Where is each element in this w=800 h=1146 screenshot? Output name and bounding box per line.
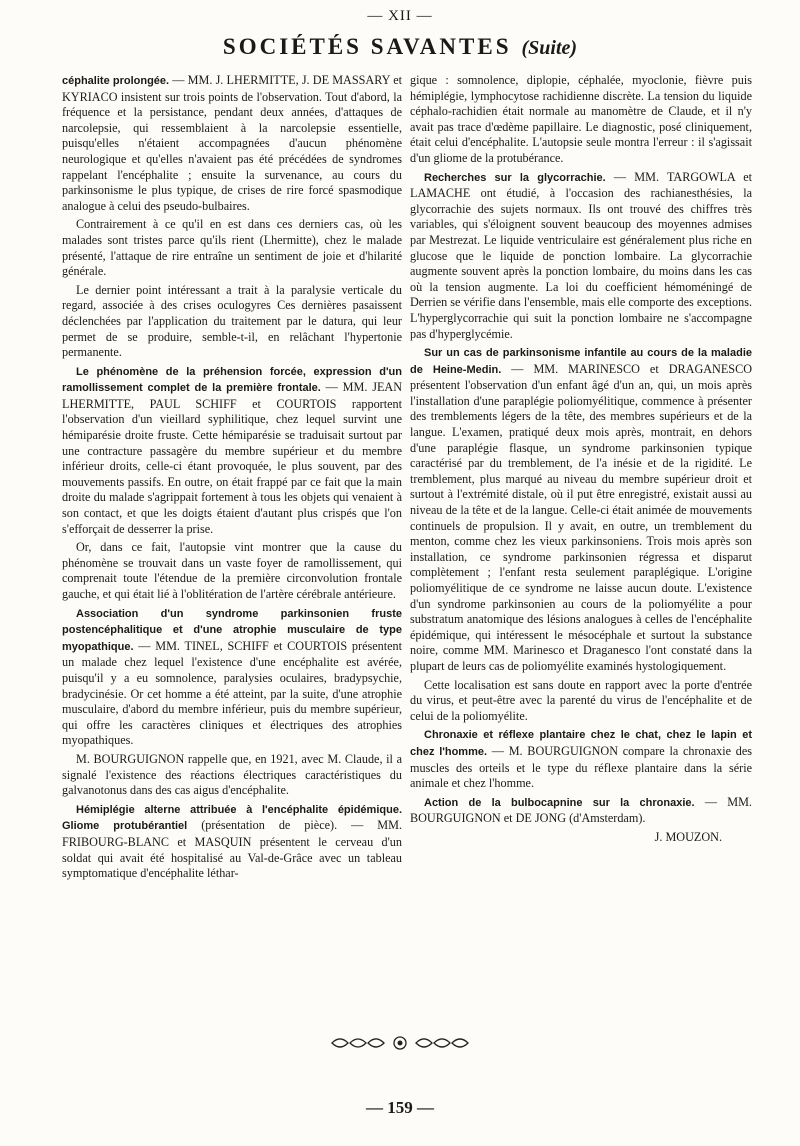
- folio: — XII —: [367, 8, 433, 24]
- paragraph-text: (présentation de pièce). — MM. FRIBOURG-BLANC et MASQUIN présentent le cerveau d'un soldat qui avait été hospitalisé au Val-de-Grâce avec un tableau symptomatique d'encéphalite léthar-: [62, 818, 402, 881]
- paragraph-text: — MM. MARINESCO et DRAGANESCO présentent l'observation d'un enfant âgé d'un an, qui, un mois après l'installation d'une paraplégie poliomyélitique, commence à présenter des tremblements légers de la tête, des membres supérieurs et de la langue. L'examen, pratiqué deux mois après, montrait, en dehors d'une paraplégie flasque, un syndrome parkinsonien typique caractérisé par du tremblement, de l'a inésie et de la rigidité. Le tremblement, plus marqué au niveau du membre supérieur droit et surtout à l'extrémité distale, où il put être enregistré, existait aussi au niveau de la tête et de la langue. Celle-ci était animée de mouvements continuels de propulsion. Il y avait, en outre, un tremblement du menton, comme chez les vieux parkinsoniens. Trois mois après son installation, ce syndrome parkinsonien régressa et disparut complètement ; l'enfant resta seulement paraplégique. L'origine poliomyélitique de ce syndrome ne laisse aucun doute. L'existence d'un syndrome parkinsonien au cours de la poliomyélite a pour substratum anatomique des lésions analogues à celles de l'encéphalite épidémique, qui intéressent le mésocéphale et surtout la substance noire, comme MM. Marinesco et Draganesco l'ont constaté dans la plupart de leurs cas de poliomyélite examinés hystologiquement.: [410, 361, 753, 673]
- paragraph-text: Or, dans ce fait, l'autopsie vint montrer que la cause du phénomène se trouvait dans un vaste foyer de ramollissement, qui comprenait toute l'étendue de la première circonvolution frontale gauche, et qui était lié à l'oblitération de l'artère cérébrale antérieure.: [62, 540, 402, 601]
- paragraph: [62, 606, 402, 749]
- paragraph: [62, 217, 402, 279]
- paragraph: [410, 73, 752, 167]
- signature: J. MOUZON.: [654, 829, 722, 844]
- section-heading: Sur un cas de parkinsonisme infantile au cours de la maladie de Heine-Medin.: [410, 347, 752, 376]
- paragraph-text: — M. BOURGUIGNON compare la chronaxie des muscles des orteils et le type du réflexe plantaire dans la série animale et chez l'homme.: [410, 743, 753, 791]
- paragraph-text: — MM. BOURGUIGNON et DE JONG (d'Amsterdam).: [410, 794, 752, 826]
- header-subtitle: (Suite): [521, 37, 578, 59]
- ornament-divider: [330, 1033, 470, 1053]
- left-column: [62, 73, 402, 885]
- section-heading: Le phénomène de la préhension forcée, expression d'un ramollissement complet de la première frontale.: [62, 365, 402, 395]
- section-heading: Association d'un syndrome parkinsonien fruste postencéphalitique et d'une atrophie musculaire de type myopathique.: [62, 607, 402, 653]
- section-heading: Hémiplégie alterne attribuée à l'encéphalite épidémique. Gliome protubérantiel: [62, 803, 402, 833]
- paragraph: [410, 795, 752, 827]
- paragraph-text: gique : somnolence, diplopie, céphalée, myoclonie, fièvre puis hémiplégie, lymphocytose rachidienne discrète. La tension du liquide céphalo-rachidien était normale au manomètre de Claude, et il n'y avait pas trace d'œdème papillaire. Le diagnostic, posé cliniquement, était celui d'encéphalite. L'autopsie seule montra l'erreur : il s'agissait d'un gliome de la protubérance.: [410, 73, 752, 165]
- page-number: — 159 —: [366, 1098, 434, 1117]
- right-column: [410, 73, 752, 849]
- section-heading: Recherches sur la glycorrachie.: [424, 171, 606, 184]
- paragraph: [410, 170, 752, 343]
- paragraph-text: — MM. TINEL, SCHIFF et COURTOIS présentent un malade chez lequel l'existence d'une encéphalite est avérée, puisqu'il y a eu somnolence, paralysies oculaires, bradypsychie, bradycinésie. Or cet homme a été atteint, par la suite, d'une atrophie musculaire, d'abord du membre inférieur, puis du membre supérieur, qui offre les caractères cliniques et électriques des atrophies myopathiques.: [62, 638, 402, 748]
- paragraph-text: Le dernier point intéressant a trait à la paralysie verticale du regard, associée à des crises oculogyres Ces dernières pasaissent déclenchées par l'application du traitement par le datura, qui leur permet de se produire, semble-t-il, en relâchant l'hypertonie permanente.: [62, 282, 402, 360]
- paragraph-text: — MM. TARGOWLA et LAMACHE ont étudié, à l'occasion des rachianesthésies, la glycorrachie des sujets normaux. Ils ont trouvé des chiffres très variables, qui s'éloignent souvent beaucoup des moyennes admises par Mestrezat. Le liquide ventriculaire est généralement plus riche en glucose que le liquide de ponction lombaire. La glycorrachie augmente souvent après la ponction lombaire, du moins dans les cas où la tension augmente. La loi du coefficient hémoméningé de Derrien se vérifie dans l'ensemble, mais elle comporte des exceptions. L'hyperglycorrachie qui suit la ponction lombaire ne s'accompagne pas d'hyperglycémie.: [410, 169, 753, 341]
- paragraph-text: — MM. J. LHERMITTE, J. DE MASSARY et KYRIACO insistent sur trois points de l'observation. Tout d'abord, la fréquence et la persistance, pendant deux années, d'attaques de narcolepsie, qui ressemblaient à la narcolepsie essentielle, puisqu'elles n'étaient accompagnées d'aucun phénomène neurologique et qu'elles n'avaient pas été précédées de syndromes rappelant l'encéphalite ; ensuite la survenance, au cours du parkinsonisme le plus typique, de crises de rire forcé spasmodique analogue à celui des pseudo-bulbaires.: [62, 73, 402, 213]
- section-heading: Chronaxie et réflexe plantaire chez le chat, chez le lapin et chez l'homme.: [410, 729, 752, 758]
- page-header: [0, 34, 800, 60]
- paragraph: [62, 802, 402, 882]
- paragraph-text: Contrairement à ce qu'il en est dans ces derniers cas, où les malades sont tristes parce qu'ils rient (Lhermitte), chez le malade présenté, l'attaque de rire entraîne un sentiment de joie et d'hilarité générale.: [62, 217, 402, 279]
- paragraph: [410, 727, 752, 791]
- section-heading: céphalite prolongée.: [62, 75, 170, 87]
- paragraph: [62, 364, 402, 538]
- paragraph: [410, 678, 752, 725]
- paragraph: [410, 345, 752, 674]
- paragraph-text: Cette localisation est sans doute en rapport avec la porte d'entrée du virus, et peut-être avec la parenté du virus de l'encéphalite et de celui de la poliomyélite.: [410, 677, 752, 723]
- paragraph-text: M. BOURGUIGNON rappelle que, en 1921, avec M. Claude, il a signalé l'existence des réactions électriques caractéristiques du galvanotonus dans des cas aigus d'encéphalite.: [62, 751, 402, 798]
- header-title: SOCIÉTÉS SAVANTES: [222, 34, 512, 59]
- paragraph-text: — MM. JEAN LHERMITTE, PAUL SCHIFF et COURTOIS rapportent l'observation d'un vieillard syphilitique, chez lequel survint une hémiparésie droite fruste. Cette hémiparésie se traduisait surtout par une contracture passagère du membre supérieur et du membre inférieur droits, celle-ci étant provoquée, le plus souvent, par des mouvements passifs. En outre, on était frappé par ce fait que la main droite du malade s'agrippait fortement à tous les objets qui venaient à son contact, et que les doigts étaient d'autant plus crispés que l'on s'efforçait de desserrer la prise.: [62, 380, 402, 536]
- paragraph: [62, 752, 402, 799]
- paragraph: [62, 73, 402, 214]
- paragraph: [62, 540, 402, 602]
- paragraph: [62, 283, 402, 361]
- section-heading: Action de la bulbocapnine sur la chronaxie.: [424, 796, 695, 809]
